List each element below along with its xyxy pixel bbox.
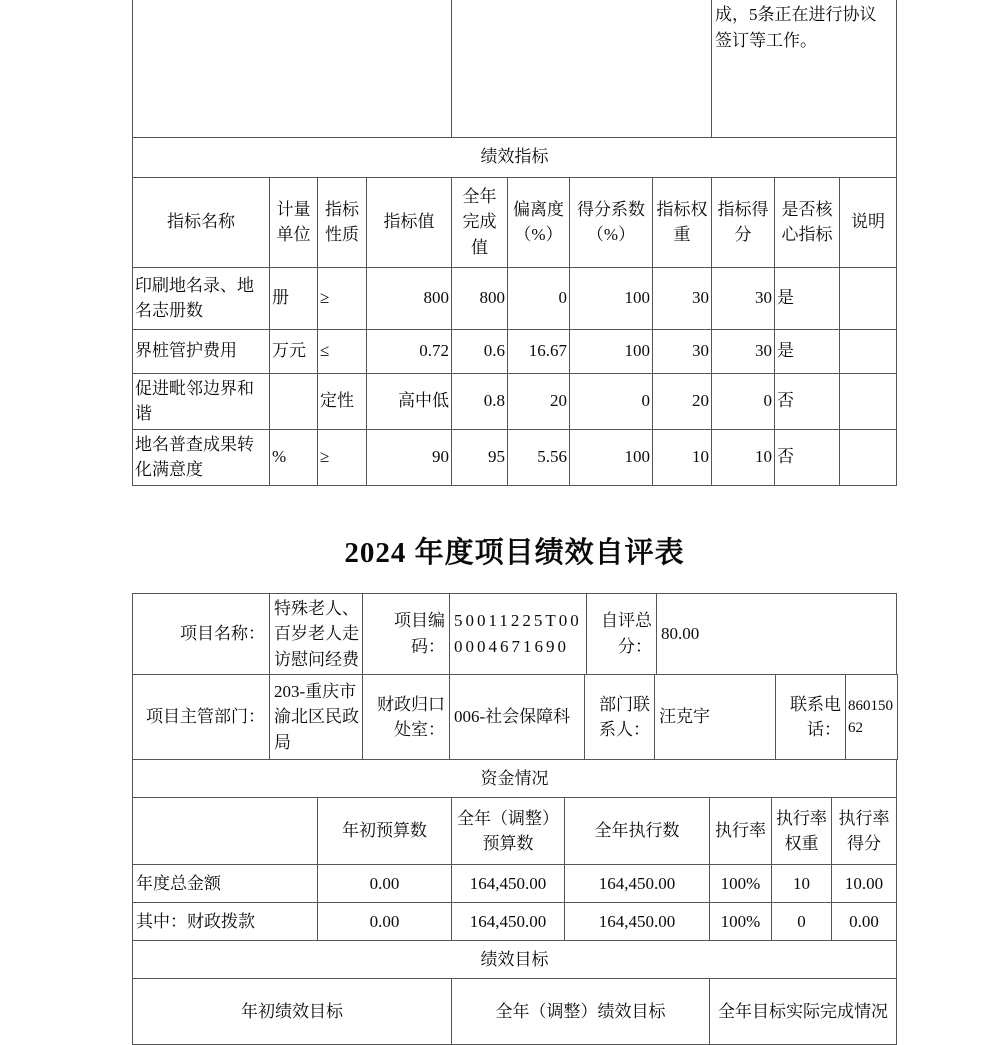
- document-page: [132, 0, 898, 1045]
- indicator-note: [840, 267, 897, 329]
- goal-header-initial: 年初绩效目标: [133, 979, 452, 1045]
- indicator-deviation: 0: [508, 267, 570, 329]
- indicator-weight: 10: [653, 429, 712, 485]
- office-value: 006-社会保障科: [450, 675, 585, 760]
- indicator-score: 30: [712, 329, 775, 373]
- funding-row: [133, 903, 897, 941]
- indicator-nature: 定性: [318, 373, 367, 429]
- indicator-unit: %: [270, 429, 318, 485]
- indicator-completed: 95: [452, 429, 508, 485]
- indicator-deviation: 20: [508, 373, 570, 429]
- indicator-weight: 20: [653, 373, 712, 429]
- col-header-score-coef: 得分系数（%）: [570, 177, 653, 267]
- funding-rate: 100%: [710, 865, 772, 903]
- table-header-row: [133, 177, 897, 267]
- indicator-note: [840, 329, 897, 373]
- indicator-completed: 800: [452, 267, 508, 329]
- indicator-target: 0.72: [367, 329, 452, 373]
- col-header-target: 指标值: [367, 177, 452, 267]
- col-header-deviation: 偏离度（%）: [508, 177, 570, 267]
- funding-rate: 100%: [710, 903, 772, 941]
- goal-cell-initial: [133, 0, 452, 137]
- project-contact-table: [132, 674, 898, 760]
- indicator-row: [133, 429, 897, 485]
- indicator-nature: ≥: [318, 429, 367, 485]
- funding-rate-weight: 0: [772, 903, 832, 941]
- indicator-score-coef: 0: [570, 373, 653, 429]
- indicator-note: [840, 429, 897, 485]
- funding-adjusted: 164,450.00: [452, 865, 565, 903]
- contact-value: 汪克宇: [655, 675, 776, 760]
- self-score-label: 自评总分：: [587, 593, 657, 675]
- office-label: 财政归口处室：: [363, 675, 450, 760]
- indicator-completed: 0.6: [452, 329, 508, 373]
- goal-header-actual: 全年目标实际完成情况: [710, 979, 897, 1045]
- indicator-unit: 册: [270, 267, 318, 329]
- contact-label: 部门联系人：: [585, 675, 655, 760]
- funding-header-rate: 执行率: [710, 798, 772, 865]
- section-title-funding: 资金情况: [133, 760, 897, 798]
- funding-header-rate-weight: 执行率权重: [772, 798, 832, 865]
- project-name-value: 特殊老人、百岁老人走访慰问经费: [270, 593, 363, 675]
- indicator-name: 地名普查成果转化满意度: [133, 429, 270, 485]
- table-row: [133, 675, 898, 760]
- table-row: [133, 593, 897, 675]
- section-title-indicators: 绩效指标: [133, 137, 897, 177]
- indicator-row: [133, 267, 897, 329]
- indicator-target: 90: [367, 429, 452, 485]
- table-header-row: [133, 979, 897, 1045]
- indicator-core: 是: [775, 267, 840, 329]
- col-header-nature: 指标性质: [318, 177, 367, 267]
- indicator-weight: 30: [653, 267, 712, 329]
- phone-value: 86015062: [846, 675, 898, 760]
- indicator-weight: 30: [653, 329, 712, 373]
- funding-row: [133, 865, 897, 903]
- indicator-name: 界桩管护费用: [133, 329, 270, 373]
- indicator-target: 高中低: [367, 373, 452, 429]
- col-header-completed: 全年完成值: [452, 177, 508, 267]
- col-header-core: 是否核心指标: [775, 177, 840, 267]
- indicator-name: 促进毗邻边界和谐: [133, 373, 270, 429]
- page-title: 2024 年度项目绩效自评表: [344, 536, 685, 569]
- col-header-score: 指标得分: [712, 177, 775, 267]
- project-code-value: 50011225T000004671690: [450, 593, 587, 675]
- dept-value: 203-重庆市渝北区民政局: [270, 675, 363, 760]
- project-code-label: 项目编码：: [363, 593, 450, 675]
- section-band: [133, 941, 897, 979]
- indicator-score: 10: [712, 429, 775, 485]
- indicator-nature: ≤: [318, 329, 367, 373]
- col-header-weight: 指标权重: [653, 177, 712, 267]
- funding-initial: 0.00: [318, 903, 452, 941]
- indicator-deviation: 16.67: [508, 329, 570, 373]
- funding-row-label: 年度总金额: [133, 865, 318, 903]
- funding-rate-weight: 10: [772, 865, 832, 903]
- goal-header-adjusted: 全年（调整）绩效目标: [452, 979, 710, 1045]
- funding-table: [132, 759, 897, 1045]
- indicator-score: 30: [712, 267, 775, 329]
- table-row: [133, 0, 897, 137]
- funding-header-executed: 全年执行数: [565, 798, 710, 865]
- funding-initial: 0.00: [318, 865, 452, 903]
- section-title-goals: 绩效目标: [133, 941, 897, 979]
- table-header-row: [133, 798, 897, 865]
- dept-label: 项目主管部门：: [133, 675, 270, 760]
- indicator-unit: [270, 373, 318, 429]
- funding-executed: 164,450.00: [565, 865, 710, 903]
- indicator-name: 印刷地名录、地名志册数: [133, 267, 270, 329]
- indicators-table: [132, 0, 897, 486]
- funding-header-initial: 年初预算数: [318, 798, 452, 865]
- indicator-score-coef: 100: [570, 267, 653, 329]
- indicator-row: [133, 329, 897, 373]
- indicator-core: 是: [775, 329, 840, 373]
- funding-header-empty: [133, 798, 318, 865]
- funding-adjusted: 164,450.00: [452, 903, 565, 941]
- goal-cell-actual: 成，5条正在进行协议签订等工作。: [712, 0, 897, 137]
- section-band: [133, 137, 897, 177]
- phone-label: 联系电话：: [776, 675, 846, 760]
- col-header-name: 指标名称: [133, 177, 270, 267]
- funding-row-label: 其中：财政拨款: [133, 903, 318, 941]
- project-info-table: [132, 593, 897, 676]
- section-band: [133, 760, 897, 798]
- indicator-note: [840, 373, 897, 429]
- indicator-score: 0: [712, 373, 775, 429]
- funding-header-rate-score: 执行率得分: [832, 798, 897, 865]
- col-header-unit: 计量单位: [270, 177, 318, 267]
- indicator-target: 800: [367, 267, 452, 329]
- self-score-value: 80.00: [657, 593, 897, 675]
- funding-header-adjusted: 全年（调整）预算数: [452, 798, 565, 865]
- col-header-note: 说明: [840, 177, 897, 267]
- funding-rate-score: 10.00: [832, 865, 897, 903]
- indicator-nature: ≥: [318, 267, 367, 329]
- indicator-completed: 0.8: [452, 373, 508, 429]
- indicator-score-coef: 100: [570, 329, 653, 373]
- funding-rate-score: 0.00: [832, 903, 897, 941]
- goal-cell-adjusted: [452, 0, 712, 137]
- indicator-deviation: 5.56: [508, 429, 570, 485]
- funding-executed: 164,450.00: [565, 903, 710, 941]
- indicator-row: [133, 373, 897, 429]
- indicator-score-coef: 100: [570, 429, 653, 485]
- indicator-core: 否: [775, 429, 840, 485]
- project-name-label: 项目名称：: [133, 593, 270, 675]
- indicator-core: 否: [775, 373, 840, 429]
- indicator-unit: 万元: [270, 329, 318, 373]
